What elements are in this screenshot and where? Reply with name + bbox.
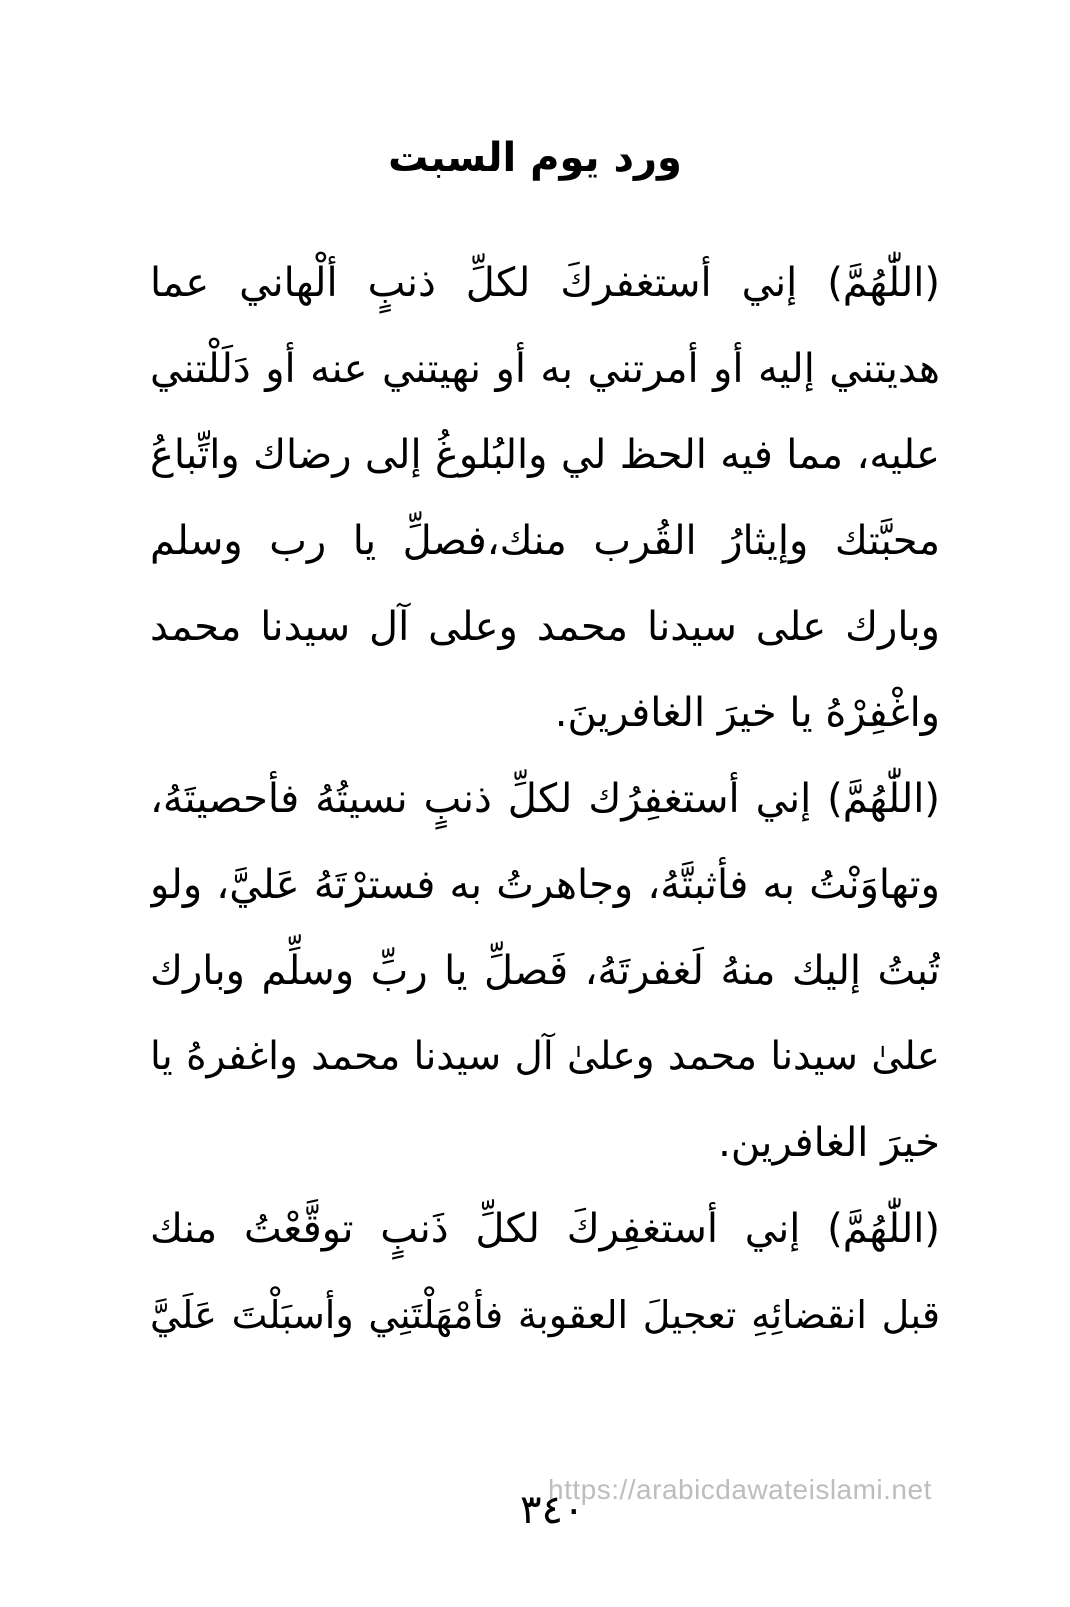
text-line: (اللّٰهُمَّ) إني أستغفِركَ لكلِّ ذَنبٍ توقَّعْتُ منك bbox=[150, 1206, 940, 1252]
text-line: واغْفِرْهُ يا خيرَ الغافرينَ. bbox=[554, 690, 940, 736]
paragraph bbox=[150, 1186, 940, 1358]
text-line: محبَّتك وإيثارُ القُرب منك،فصلِّ يا رب وسلم bbox=[150, 518, 940, 564]
text-line: تُبتُ إليك منهُ لَغفرتَهُ، فَصلِّ يا ربِّ وسلِّم وبارك bbox=[150, 948, 940, 994]
watermark-url: https://arabicdawateislami.net bbox=[548, 1474, 932, 1505]
text-line: وتهاوَنْتُ به فأثبتَّهُ، وجاهرتُ به فسترْتَهُ عَليَّ، ولو bbox=[150, 862, 940, 908]
document-body bbox=[150, 240, 940, 1358]
paragraph bbox=[150, 756, 940, 1186]
text-line: قبل انقضائِهِ تعجيلَ العقوبة فأمْهَلْتَنِي وأسبَلْتَ عَلَيَّ bbox=[150, 1293, 940, 1337]
text-line: وبارك على سيدنا محمد وعلى آل سيدنا محمد bbox=[150, 604, 940, 650]
text-line: (اللّٰهُمَّ) إني أستغفركَ لكلِّ ذنبٍ ألْهاني عما bbox=[150, 260, 940, 306]
text-line: هديتني إليه أو أمرتني به أو نهيتني عنه أو دَلَلْتني bbox=[150, 346, 940, 392]
text-line: علىٰ سيدنا محمد وعلىٰ آل سيدنا محمد واغفرهُ يا bbox=[150, 1034, 940, 1079]
text-line: (اللّٰهُمَّ) إني أستغفِرُك لكلِّ ذنبٍ نسيتُهُ فأحصيتَهُ، bbox=[150, 776, 940, 822]
text-line: خيرَ الغافرين. bbox=[718, 1120, 940, 1166]
page-number: ٣٤٠ bbox=[520, 1487, 585, 1533]
text-line: عليه، مما فيه الحظ لي والبُلوغُ إلى رضاك واتِّباعُ bbox=[150, 432, 940, 478]
paragraph bbox=[150, 240, 940, 756]
page-footer bbox=[0, 1470, 1070, 1550]
page-title: ورد يوم السبت bbox=[388, 135, 682, 181]
